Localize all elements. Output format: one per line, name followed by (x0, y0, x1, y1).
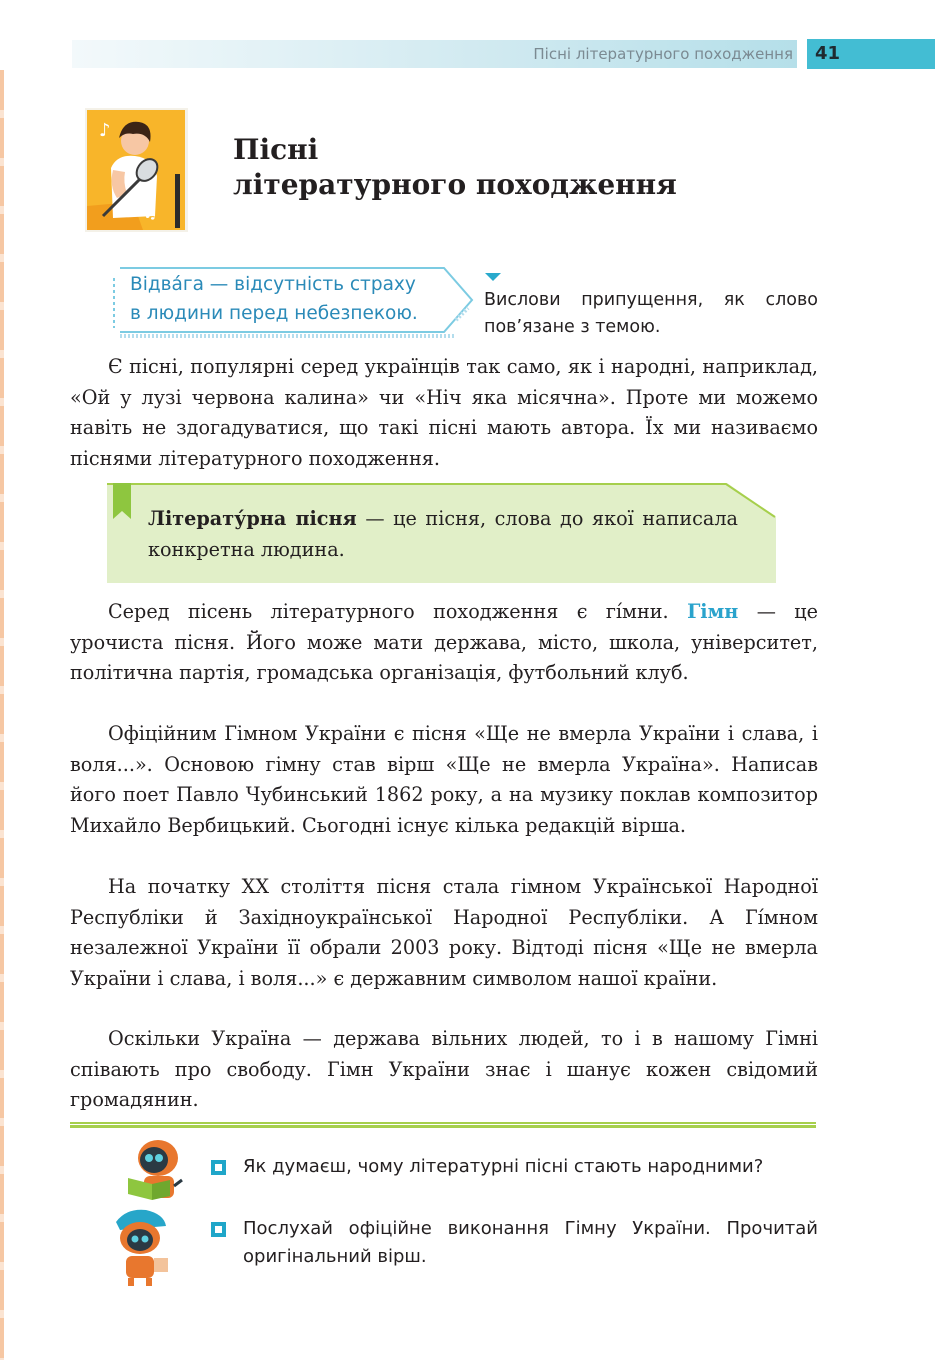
vocabulary-note-text (130, 270, 418, 328)
definition-text (148, 503, 738, 565)
vocabulary-line1: Відва́га — відсутність страху (130, 274, 416, 295)
paragraph-2 (70, 597, 818, 689)
paragraph-2-text-after: — це урочиста пісня. Його може мати держава, місто, школа, університет, політична партія, громадська організація, футбольний клуб. (70, 600, 818, 684)
robot-with-cap-icon (106, 1204, 174, 1288)
paragraph-1 (70, 352, 818, 474)
paragraph-5-text: Оскільки Україна — держава вільних людей, то і в нашому Гімні співають про свободу. Гімн України знає і шанує кожен свідомий громадянин. (70, 1027, 818, 1111)
paragraph-5 (70, 1024, 818, 1116)
triangle-marker-icon (485, 273, 501, 281)
page-number: 41 (815, 43, 841, 64)
paragraph-4-text: На початку XX століття пісня стала гімном Української Народної Республіки й Західноукраїнської Народної Республіки. А Гі́мном незалежної України її обрали 2003 року. Відтоді пісня «Ще не вмерла України і слава, і воля...» є державним символом нашої країни. (70, 875, 818, 990)
chapter-title (233, 132, 677, 202)
paragraph-4 (70, 872, 818, 994)
paragraph-3 (70, 719, 818, 841)
svg-text:♪: ♪ (99, 120, 111, 141)
paragraph-3-text: Офіційним Гімном України є пісня «Ще не вмерла України і слава, і воля...». Основою гімну став вірш «Ще не вмерла Україна». Написав його поет Павло Чубинський 1862 року, а на музику поклав композитор Михайло Вербицький. Сьогодні існує кілька редакцій вірша. (70, 722, 818, 837)
definition-body: — це пісня, слова до якої написала конкретна людина. (148, 507, 738, 561)
running-header-title: Пісні літературного походження (533, 45, 793, 63)
vocabulary-line2: в людини перед небезпекою. (130, 303, 418, 324)
question-2: Послухай офіційне виконання Гімну України. Прочитай оригінальний вірш. (243, 1218, 818, 1267)
page-edge-strip (0, 70, 4, 1360)
paragraph-1-text: Є пісні, популярні серед українців так само, як і народні, наприклад, «Ой у лузі червона калина» чи «Ніч яка місячна». Проте ми можемо навіть не здогадуватися, що такі пісні мають автора. Їх ми називаємо піснями літературного походження. (70, 355, 818, 470)
chapter-title-line1: Пісні (233, 133, 319, 166)
chapter-title-line2: літературного походження (233, 168, 677, 201)
paragraph-2-text-before: Серед пісень літературного походження є гі́мни. (108, 600, 669, 623)
definition-term: Літерату́рна пісня (148, 507, 357, 530)
term-gimn: Гімн (687, 600, 739, 623)
svg-text:♫: ♫ (143, 203, 158, 222)
hint-text: Вислови припущення, як слово пов’язане з темою. (484, 290, 818, 337)
question-1: Як думаєш, чому літературні пісні стають народними? (243, 1156, 764, 1177)
singer-with-microphone-illustration (83, 106, 190, 234)
question-bullet-icon (211, 1222, 226, 1237)
question-bullet-icon (211, 1160, 226, 1175)
robot-reading-book-icon (124, 1134, 186, 1206)
vocabulary-note (106, 264, 476, 338)
section-divider (70, 1122, 816, 1128)
